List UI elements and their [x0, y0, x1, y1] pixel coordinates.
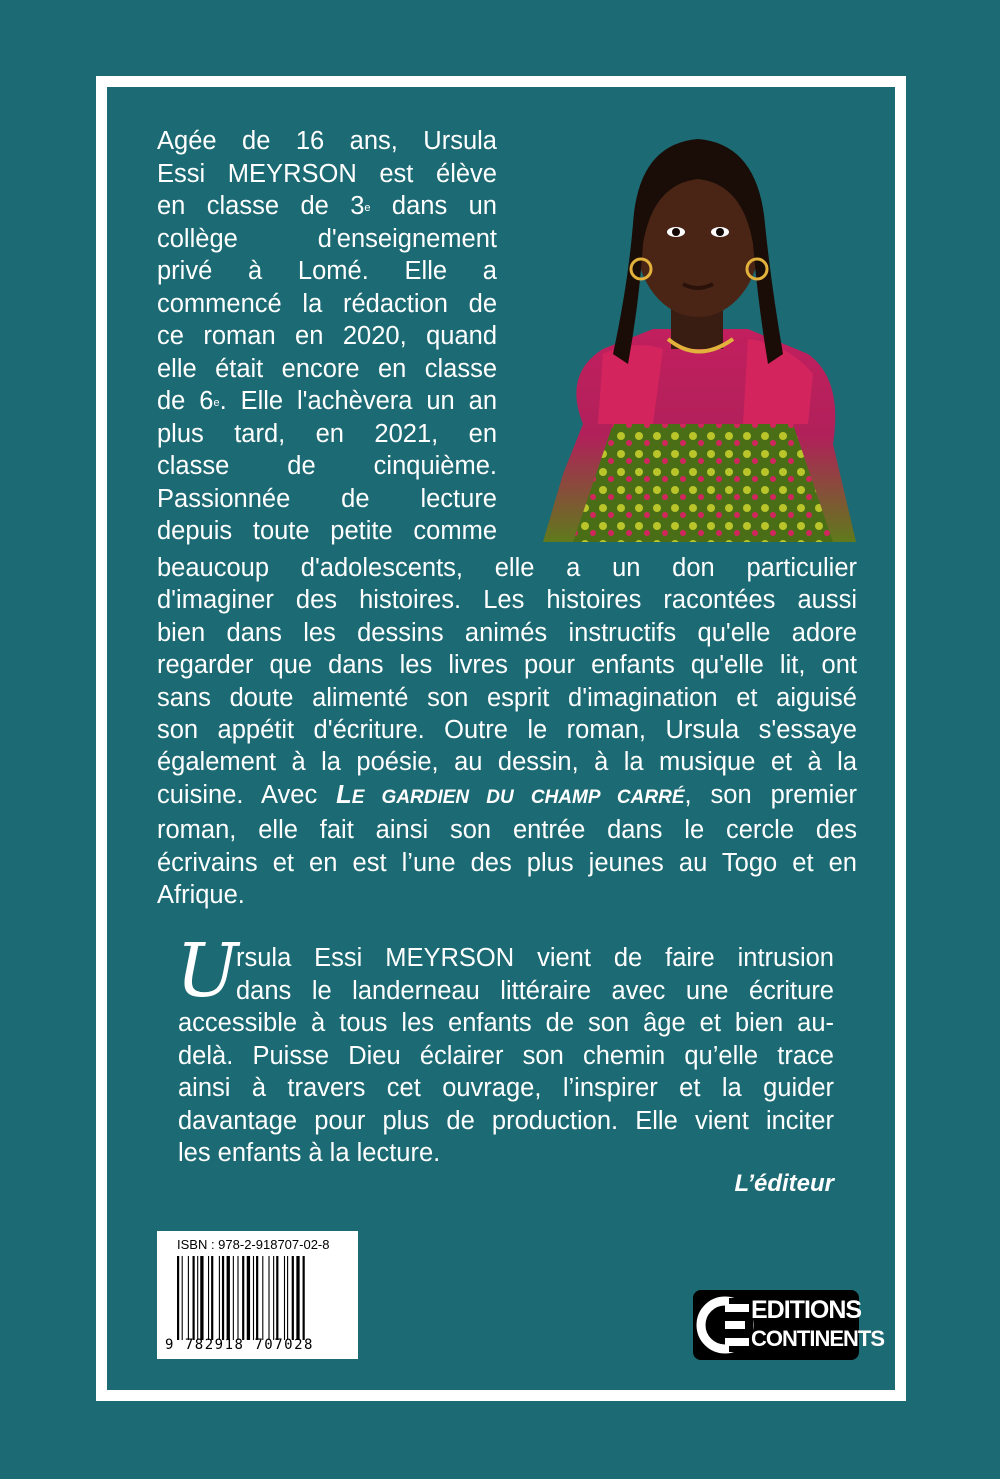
bio-line: écrivains et en est l’une des plus jeunes au Togo et en: [157, 848, 857, 877]
bio-line: beaucoup d'adolescents, elle a un don particulier: [157, 554, 857, 582]
quote-line: delà. Puisse Dieu éclairer son chemin qu’elle trace: [178, 1041, 834, 1070]
quote-line: ainsi à travers cet ouvrage, l’inspirer et la guider: [178, 1074, 834, 1102]
bio-line: collège d'enseignement: [157, 224, 497, 253]
author-portrait-illustration: [543, 124, 856, 542]
bio-line: ce roman en 2020, quand: [157, 322, 497, 350]
bio-line: elle était encore en classe: [157, 354, 497, 383]
bio-line: bien dans les dessins animés instructifs qu'elle adore: [157, 618, 857, 647]
bio-line: Passionnée de lecture: [157, 484, 497, 513]
bio-line: Afrique.: [157, 881, 245, 910]
quote-signature: L’éditeur: [734, 1170, 834, 1197]
bio-line: Essi MEYRSON est élève: [157, 159, 497, 188]
quote-line: accessible à tous les enfants de son âge et bien au-: [178, 1009, 834, 1037]
publisher-logo-icon: [695, 1290, 755, 1360]
bio-line: roman, elle fait ainsi son entrée dans le cercle des: [157, 816, 857, 845]
bio-continued: [157, 552, 857, 911]
bio-line: de 6e. Elle l'achèvera un an: [157, 387, 498, 415]
quote-line: les enfants à la lecture.: [178, 1139, 441, 1167]
isbn-barcode: [157, 1231, 358, 1359]
publisher-quote: [178, 942, 834, 1170]
bio-line: sans doute alimenté son esprit d'imagination et aiguisé: [157, 683, 857, 712]
isbn-label: ISBN : 978-2-918707-02-8: [177, 1237, 330, 1252]
publisher-name-line2: CONTINENTS: [751, 1326, 884, 1351]
bio-line: son appétit d'écriture. Outre le roman, Ursula s'essaye: [157, 716, 857, 745]
quote-line: davantage pour plus de production. Elle vient inciter: [178, 1106, 834, 1135]
quote-line: dans le landerneau littéraire avec une écriture: [236, 976, 834, 1005]
barcode-bars: [177, 1256, 342, 1340]
bio-line: également à la poésie, au dessin, à la musique et à la: [157, 748, 857, 777]
bio-line: en classe de 3e dans un: [157, 192, 497, 220]
bio-line: commencé la rédaction de: [157, 289, 497, 318]
bio-line: privé à Lomé. Elle a: [157, 257, 497, 285]
bio-line: Agée de 16 ans, Ursula: [157, 127, 497, 155]
publisher-logo: [693, 1290, 884, 1360]
quote-line: rsula Essi MEYRSON vient de faire intrusion: [236, 944, 834, 972]
bio-line: cuisine. Avec LE GARDIEN DU CHAMP CARRÉ, son premier: [157, 780, 857, 809]
publisher-name-line1: EDITIONS: [751, 1296, 862, 1324]
barcode-digits: 9 782918 707028: [165, 1337, 314, 1353]
book-title: LE GARDIEN DU CHAMP CARRÉ: [336, 780, 685, 809]
quote-dropcap: U: [176, 928, 239, 1014]
bio-line: plus tard, en 2021, en: [157, 419, 497, 448]
bio-line: depuis toute petite comme: [157, 517, 497, 545]
bio-intro: [157, 125, 497, 548]
bio-line: regarder que dans les livres pour enfants qu'elle lit, ont: [157, 651, 857, 680]
bio-line: d'imaginer des histoires. Les histoires racontées aussi: [157, 586, 857, 615]
bio-line: classe de cinquième.: [157, 452, 497, 480]
author-photo: [543, 124, 856, 542]
